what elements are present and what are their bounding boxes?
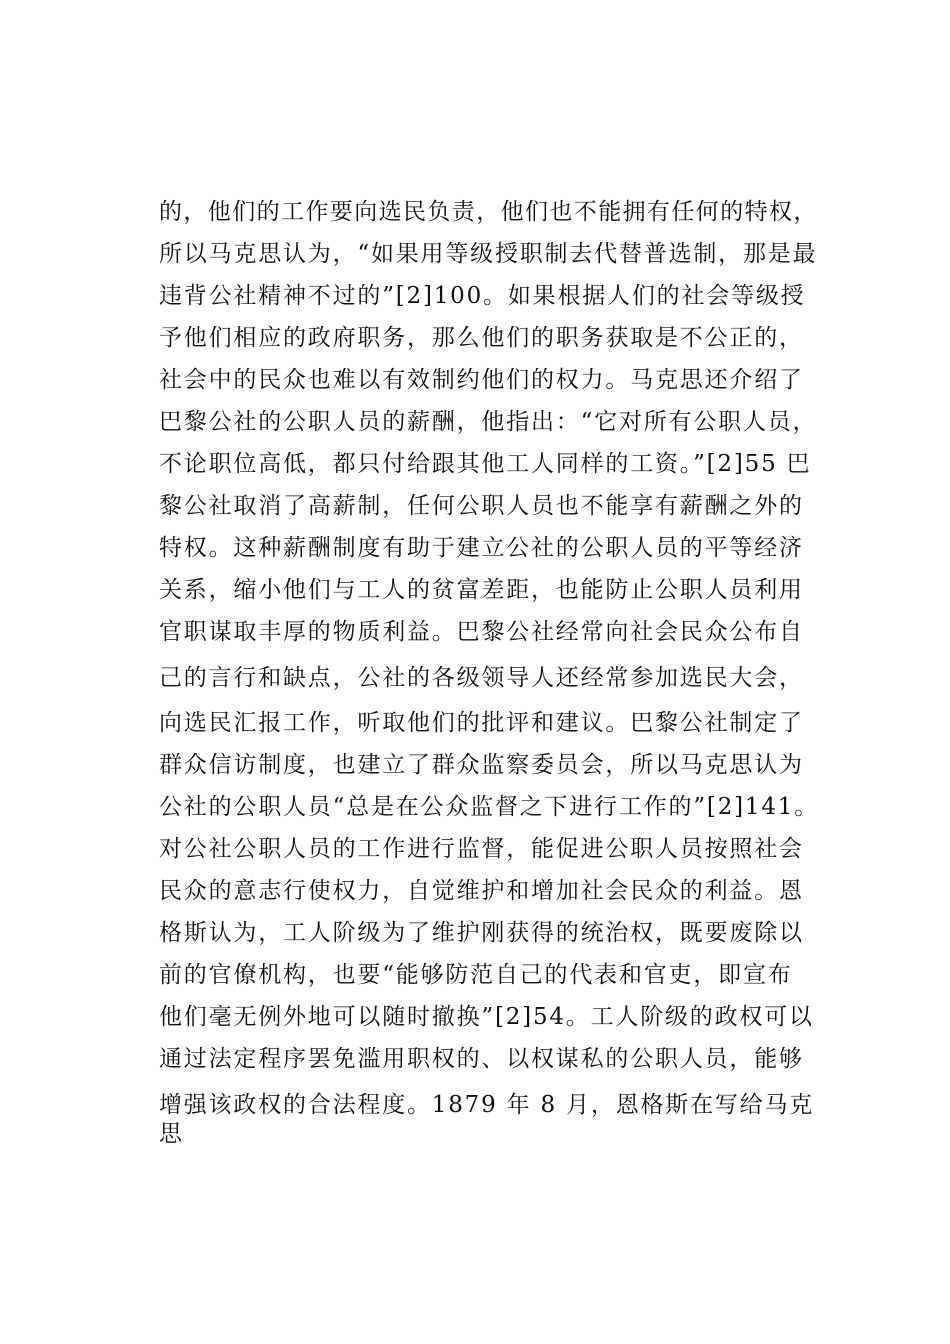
text-line: 前的官僚机构，也要“能够防范自己的代表和官吏，即宣布 — [159, 962, 793, 988]
text-line: 的，他们的工作要向选民负责，他们也不能拥有任何的特权， — [159, 199, 818, 225]
text-line: 违背公社精神不过的”[2]100。如果根据人们的社会等级授 — [159, 283, 806, 309]
text-line: 官职谋取丰厚的物质利益。巴黎公社经常向社会民众公布自 — [159, 619, 804, 645]
text-line: 对公社公职人员的工作进行监督，能促进公职人员按照社会 — [159, 836, 804, 862]
text-line: 所以马克思认为，“如果用等级授职制去代替普选制，那是最 — [159, 241, 818, 267]
text-line: 关系，缩小他们与工人的贫富差距，也能防止公职人员利用 — [159, 577, 804, 603]
text-line: 他们毫无例外地可以随时撤换”[2]54。工人阶级的政权可以 — [159, 1004, 814, 1030]
text-line: 社会中的民众也难以有效制约他们的权力。马克思还介绍了 — [159, 367, 804, 393]
text-line: 不论职位高低，都只付给跟其他工人同样的工资。”[2]55 巴 — [159, 451, 812, 477]
text-line: 巴黎公社的公职人员的薪酬，他指出：“它对所有公职人员， — [159, 409, 818, 435]
text-line: 黎公社取消了高薪制，任何公职人员也不能享有薪酬之外的 — [159, 493, 804, 519]
text-line: 己的言行和缺点，公社的各级领导人还经常参加选民大会， — [159, 665, 804, 691]
text-line: 增强该政权的合法程度。1879 年 8 月，恩格斯在写给马克 — [159, 1092, 815, 1118]
text-line: 特权。这种薪酬制度有助于建立公社的公职人员的平等经济 — [159, 535, 804, 561]
text-line: 予他们相应的政府职务，那么他们的职务获取是不公正的， — [159, 325, 804, 351]
text-line: 向选民汇报工作，听取他们的批评和建议。巴黎公社制定了 — [159, 710, 804, 736]
text-line: 民众的意志行使权力，自觉维护和增加社会民众的利益。恩 — [159, 878, 804, 904]
text-line: 群众信访制度，也建立了群众监察委员会，所以马克思认为 — [159, 752, 804, 778]
text-line: 通过法定程序罢免滥用职权的、以权谋私的公职人员，能够 — [159, 1046, 804, 1072]
text-line: 思 — [159, 1121, 184, 1147]
text-line: 公社的公职人员“总是在公众监督之下进行工作的”[2]141。 — [159, 794, 819, 820]
text-line: 格斯认为，工人阶级为了维护刚获得的统治权，既要废除以 — [159, 920, 804, 946]
